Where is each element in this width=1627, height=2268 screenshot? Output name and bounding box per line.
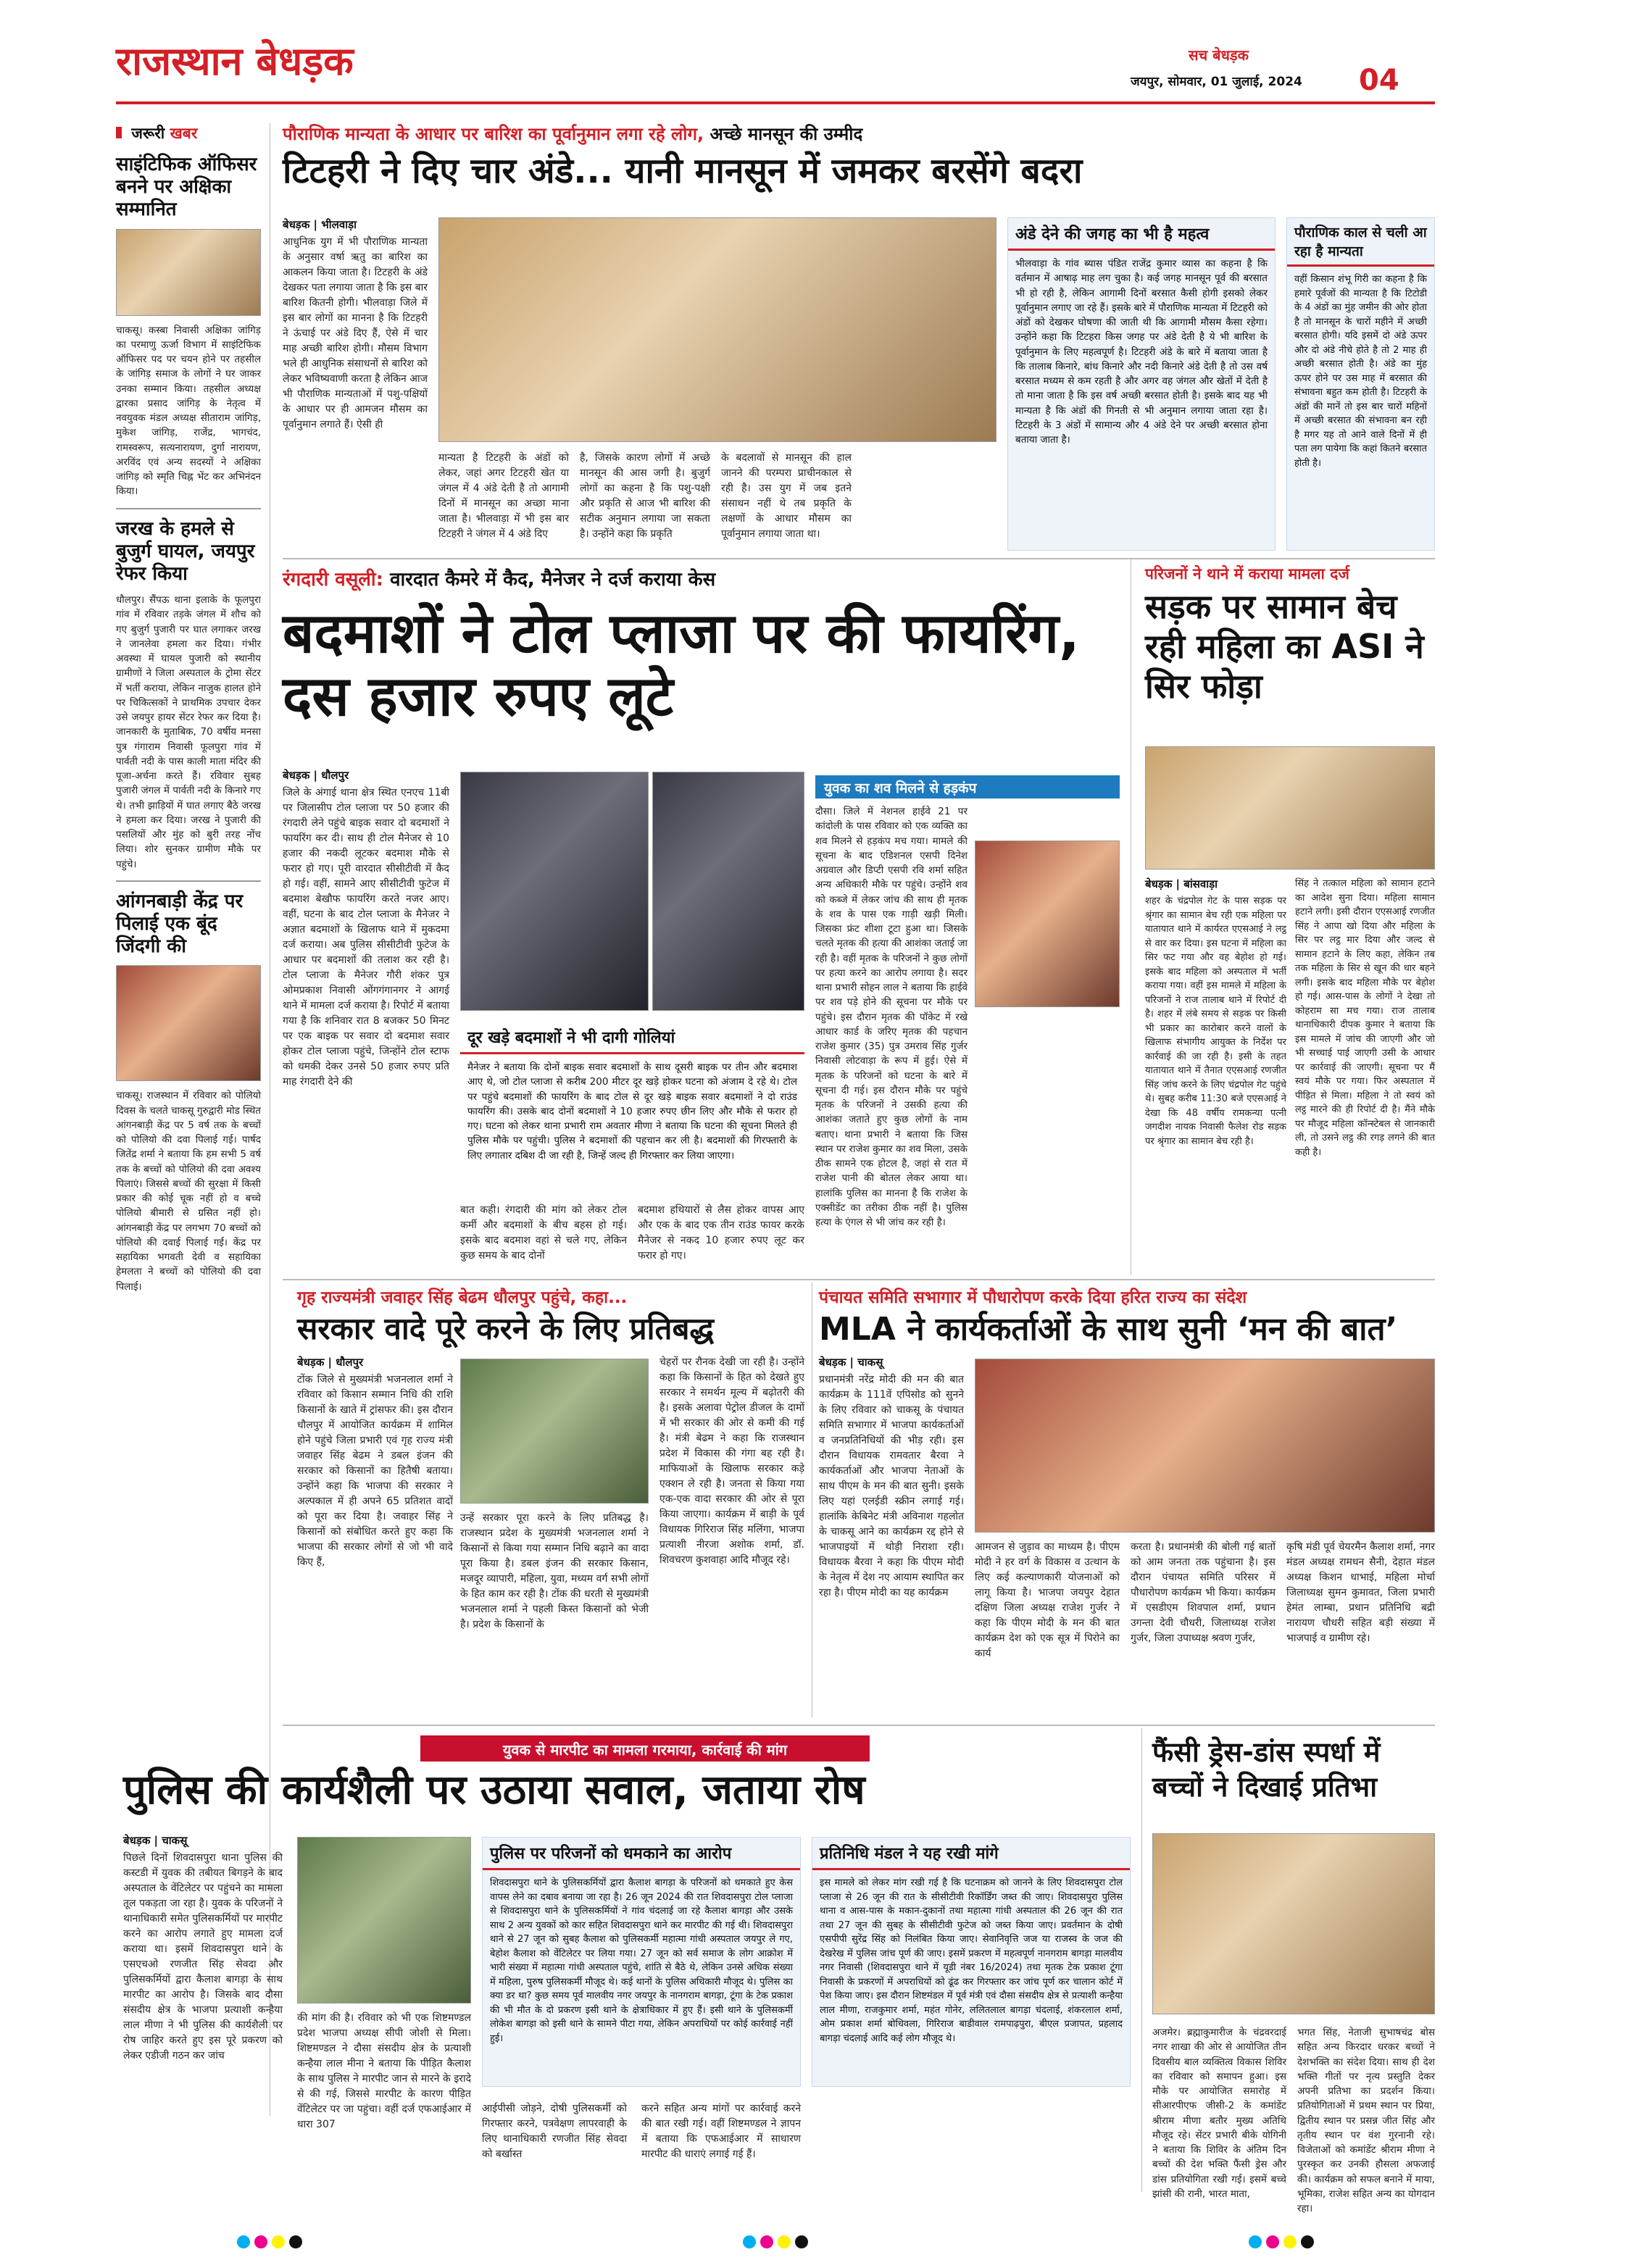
story7-kicker: युवक से मारपीट का मामला गरमाया, कार्रवाई की मांग — [502, 1741, 788, 1759]
story7-photo — [297, 1837, 471, 2004]
page-number: 04 — [1359, 64, 1399, 97]
story6-col2: आमजन से जुड़ाव का माध्यम है। पीएम मोदी ने हर वर्ग के विकास व उत्थान के लिए कई कल्याणकारी योजनाओं को लागू किया है। भाजपा जयपुर देहात दक्षिण जिला अध्यक्ष राजेश गुर्जर ने कहा कि पीएम मोदी के मन की बात कार्यक्रम देश को एक सूत्र में पिरोने का कार्य — [975, 1541, 1120, 1659]
story2-sub-body: मैनेजर ने बताया कि दोनों बाइक सवार बदमाशों के साथ दूसरी बाइक पर तीन और बदमाश आए थे, जो टोल प्लाजा से करीब 200 मीटर दूर खड़े होकर घटना को अंजाम दे रहे थे। टोल पर पहुंचे बदमाशों की फायरिंग के बाद टोल से दूर खड़े बाइक सवार बदमाशों ने दो राउंड फायरिंग की। उसके बाद दोनों बदमाशों ने 10 हजार रुपए छीन लिए और मौके से फरार हो गए। घटना को लेकर थाना प्रभारी राम अवतार मीणा ने बताया कि घटना की सूचना मिलते ही पुलिस मौके पर पहुंची। पुलिस ने बदमाशों की पहचान कर ली है। बदमाशों की गिरफ्तारी के लिए लगातार दबिश दी जा रही है, जिन्हें जल्द ही गिरफ्तार कर लिया जाएगा। — [467, 1062, 797, 1162]
story4-photo — [1145, 746, 1435, 870]
story7-col1: पिछले दिनों शिवदासपुरा थाना पुलिस की कस्टडी में युवक की तबीयत बिगड़ने के बाद अस्पताल के वेंटिलेटर पर पहुंचने का मामला तूल पकड़ता जा रहा है। युवक के परिजनों ने थानाधिकारी समेत पुलिसकर्मियों पर मारपीट करने का आरोप लगाते हुए मामला दर्ज कराया था। इसमें शिवदासपुरा थाने के एसएचओ रणजीत सिंह सेवदा और पुलिसकर्मियों द्वारा कैलाश बागड़ा के साथ मारपीट का आरोप है। जिसके बाद दौसा संसदीय क्षेत्र के भाजपा प्रत्याशी कन्हैया लाल मीणा ने भी पुलिस की कार्यशैली पर रोष जाहिर करते हुए इस पूरे प्रकरण को लेकर एडीजी गठन कर जांच — [123, 1852, 283, 2061]
sidebar-story2-body: धौलपुर। सैंपऊ थाना इलाके के फूलपुरा गांव में रविवार तड़के जंगल में शौच को गए बुजुर्ग पुजारी पर घात लगाकर जरख ने जानलेवा हमला कर दिया। गंभीर अवस्था में घायल पुजारी को स्थानीय ग्रामीणों ने जिला अस्पताल के ट्रोमा सेंटर में भर्ती कराया, लेकिन नाजुक हालत होने पर चिकित्सकों ने प्राथमिक उपचार देकर उसे जयपुर हायर सेंटर रेफर कर दिया है। जानकारी के मुताबिक, 70 वर्षीय मनसा पुत्र गंगाराम निवासी फूलपुरा गांव में पार्वती नदी के पास काली माता मंदिर की पूजा-अर्चना करते हैं। रविवार सुबह पुजारी जंगल में पार्वती नदी के किनारे गए थे। तभी झाड़ियों में घात लगाए बैठे जरख ने हमला कर दिया। जरख ने पुजारी की पसलियों और मुंह को बुरी तरह नोंच लिया। शोर सुनकर ग्रामीण मौके पर पहुंचे। — [116, 594, 261, 870]
story8-headline: फैंसी ड्रेस-डांस स्पर्धा में बच्चों ने दिखाई प्रतिभा — [1152, 1736, 1381, 1803]
story2-headline: बदमाशों ने टोल प्लाजा पर की फायरिंग, दस हजार रुपए लूटे — [283, 601, 1080, 729]
story6-col1: प्रधानमंत्री नरेंद्र मोदी की मन की बात कार्यक्रम के 111वें एपिसोड को सुनने के लिए रविवार को चाकसू के पंचायत समिति सभागार में भाजपा कार्यकर्ताओं व जनप्रतिनिधियों की भीड़ रही। इस दौरान विधायक रामवतार बैरवा ने कार्यकर्ताओं और भाजपा नेताओं के साथ पीएम के मन की बात सुनी। इसके लिए यहां एलईडी स्क्रीन लगाई गई। हालांकि केबिनेट मंत्री अविनाश गहलोत के चाकसू आने का कार्यक्रम रद्द होने से भाजपाइयों में थोड़ी निराशा रही। विधायक बैरवा ने कहा कि पीएम मोदी के नेतृत्व में देश नए आयाम स्थापित कर रहा है। पीएम मोदी का यह कार्यक्रम — [819, 1374, 964, 1598]
story8-col2: भगत सिंह, नेताजी सुभाषचंद्र बोस सहित अन्य किरदार धरकर बच्चों ने देशभक्ति का संदेश दिया। साथ ही देश भक्ति गीतों पर नृत्य प्रस्तुति देकर अपनी प्रतिभा का प्रदर्शन किया। प्रतियोगिताओं में प्रथम स्थान पर प्रिया, द्वितीय स्थान पर प्रसन्न जीत सिंह और तृतीय स्थान पर वंश गुरनानी रहे। विजेताओं को कमांडेंट श्रीराम मीणा ने पुरस्कृत कर उनकी हौसला अफजाई की। कार्यक्रम को सफल बनाने में माया, भूमिका, राजेश सहित अन्य का योगदान रहा। — [1297, 2027, 1435, 2214]
story2-kicker-red: रंगदारी वसूली: — [283, 569, 384, 591]
story6-headline: MLA ने कार्यकर्ताओं के साथ सुनी ‘मन की बात’ — [819, 1311, 1398, 1348]
story4-column-1 — [1145, 877, 1286, 1275]
lead-kicker — [283, 122, 862, 146]
story3-kicker: युवक का शव मिलने से हड़कंप — [824, 780, 977, 796]
story2-byline: बेधड़क | धौलपुर — [283, 769, 349, 782]
story7-box-demands — [812, 1837, 1131, 2087]
lead-box2-title: पौराणिक काल से चली आ रहा है मान्यता — [1287, 218, 1434, 267]
story6-col3: करता है। प्रधानमंत्री की बोली गई बातों को आम जनता तक पहुंचाना है। इस दौरान पंचायत समिति परिसर में पौधारोपण कार्यक्रम भी किया। कार्यक्रम में एसडीएम शिवपाल शर्मा, प्रधान उगन्ता देवी चौधरी, जिलाध्यक्ष राजेश गुर्जर, जिला उपाध्यक्ष श्रवण गुर्जर, — [1131, 1541, 1276, 1644]
lead-col3: है, जिसके कारण लोगों में अच्छे मानसून की आस जगी है। बुजुर्ग लोगों का कहना है कि पशु-पक्षी और प्रकृति से आज भी बारिश की सटीक अनुमान लगाया जा सकता है। उन्होंने कहा कि प्रकृति — [580, 452, 710, 540]
sidebar-story3-title: आंगनबाड़ी केंद्र पर पिलाई एक बूंद जिंदगी की — [116, 890, 244, 958]
story2-cctv-photo-1 — [460, 772, 649, 1011]
story3-kicker-bar — [815, 775, 1120, 799]
story7-column-1 — [123, 1833, 283, 2188]
story5-photo — [460, 1359, 649, 1504]
rule-1 — [283, 558, 1435, 559]
sidebar — [116, 123, 261, 2116]
masthead-date: जयपुर, सोमवार, 01 जुलाई, 2024 — [1131, 75, 1302, 89]
story2-kicker — [283, 565, 715, 591]
sidebar-label — [116, 123, 261, 143]
story5-col1: टोंक जिले से मुख्यमंत्री भजनलाल शर्मा ने रविवार को किसान सम्मान निधि की राशि किसानों के खाते में ट्रांसफर की। इस दौरान धौलपुर में आयोजित कार्यक्रम में शामिल होने पहुंचे जिला प्रभारी एवं गृह राज्य मंत्री जवाहर सिंह बेढम ने डबल इंजन की सरकार को किसानों का हितैषी बताया। उन्होंने कहा कि भाजपा की सरकार ने अल्पकाल में ही अपने 65 प्रतिशत वादों को पूरा कर दिया है। जवाहर सिंह ने किसानों को संबोधित करते हुए कहा कि भाजपा की सरकार लोगों से जो भी वादे किए हैं, — [297, 1374, 453, 1568]
story2-kicker-black: वारदात कैमरे में कैद, मैनेजर ने दर्ज कराया केस — [390, 569, 716, 591]
sidebar-story3-photo — [116, 965, 261, 1081]
story7-col4: करने सहित अन्य मांगों पर कार्रवाई करने की बात रखी गई। वहीं शिष्टमण्डल ने ज्ञापन में बताया कि एफआईआर में साधारण मारपीट की धाराएं लगाई गई हैं। — [641, 2103, 801, 2160]
story7-col3: आईपीसी जोड़ने, दोषी पुलिसकर्मी को गिरफ्तार करने, पत्रवेक्षण लापरवाही के लिए थानाधिकारी रणजीत सिंह सेवदा को बर्खास्त — [482, 2103, 627, 2160]
rule-3 — [283, 1725, 1435, 1726]
story6-col4: कृषि मंडी पूर्व चेयरमैन कैलाश शर्मा, नगर मंडल अध्यक्ष रामधन सैनी, देहात मंडल अध्यक्ष किशन धाभाई, महिला मोर्चा जिलाध्यक्ष सुमन कुमावत, जिला प्रभारी हेमंत लाम्बा, प्रधान प्रतिनिधि बद्री नारायण चौधरी सहित बड़ी संख्या में भाजपाई व ग्रामीण रहे। — [1286, 1541, 1435, 1644]
sidebar-story1-photo — [116, 229, 261, 316]
story7-headline: पुलिस की कार्यशैली पर उठाया सवाल, जताया रोष — [123, 1767, 865, 1814]
story3-body: दौसा। जिले में नेशनल हाईवे 21 पर कांदोली के पास रविवार को एक व्यक्ति का शव मिलने से हड़कंप मच गया। मामले की सूचना के बाद एडिशनल एसपी दिनेश अग्रवाल और डिप्टी एसपी रवि शर्मा सहित अन्य अधिकारी मौके पर पहुंचे। उन्होंने शव को कब्जे में लेकर जांच की साथ ही मृतक के शव के पास एक गाड़ी खड़ी मिली। जिसका फ्रंट शीशा टूटा हुआ था। जिसके चलते मृतक की हत्या की आशंका जताई जा रही है। वहीं मृतक के परिजनों ने कुछ लोगों पर हत्या करने का आरोप लगाया है। सदर थाना प्रभारी सोहन लाल ने बताया कि हाईवे पर शव पड़े होने की सूचना पर मौके पर पहुंचे। इस दौरान मृतक की पॉकेट में रखे आधार कार्ड के जरिए मृतक की पहचान राजेश कुमार (35) पुत्र उमराव सिंह गुर्जर निवासी लोटवाड़ा के रूप में हुई। ऐसे में मृतक के परिजनों को घटना के बारे में सूचना दी गई। इस दौरान मौके पर पहुंचे मृतक के परिजनों ने उसकी हत्या की आशंका जताते हुए कुछ लोगों के नाम बताए। थाना प्रभारी ने बताया कि जिस स्थान पर राजेश कुमार का शव मिला, उसके ठीक सामने एक होटल है, जहां से रात में राजेश पानी की बोतल लेकर आया था। हालांकि पुलिस का मानना है कि राजेश के एक्सीडेंट का तरीका ठीक नहीं है। पुलिस हत्या के एंगल से भी जांच कर रही है। — [815, 806, 968, 1228]
story7-kicker-banner — [420, 1735, 870, 1762]
sidebar-label-red: जरूरी — [131, 125, 165, 142]
sidebar-story1-title: साइंटिफिक ऑफिसर बनने पर अक्षिका सम्मानित — [116, 154, 257, 221]
story2-col3: बदमाश हथियारों से लैस होकर वापस आए और एक के बाद एक तीन राउंड फायर करके मैनेजर से नकद 10 हजार रुपए लूट कर फरार हो गए। — [638, 1204, 804, 1262]
story5-kicker: गृह राज्यमंत्री जवाहर सिंह बेढम धौलपुर पहुंचे, कहा... — [297, 1288, 628, 1307]
story7-box2-title: प्रतिनिधि मंडल ने यह रखी मांगे — [812, 1838, 1130, 1870]
story4-byline: बेधड़क | बांसवाड़ा — [1145, 877, 1218, 891]
story6-byline: बेधड़क | चाकसू — [819, 1356, 883, 1369]
masthead-tagline: सच बेधड़क — [1189, 46, 1249, 64]
lead-headline: टिटहरी ने दिए चार अंडे... यानी मानसून में जमकर बरसेंगे बदरा — [283, 151, 1083, 191]
story2-sub-title: दूर खड़े बदमाशों ने भी दागी गोलियां — [460, 1022, 804, 1054]
lead-box-egg-place — [1007, 217, 1276, 551]
masthead-title: राजस्थान बेधड़क — [116, 38, 354, 84]
story2-col2: बात कही। रंगदारी की मांग को लेकर टोल कर्मी और बदमाशों के बीच बहस हो गई। इसके बाद बदमाश वहां से चले गए, लेकिन कुछ समय के बाद दोनों — [460, 1204, 627, 1262]
story7-box2-body: इस मामले को लेकर मांग रखी गई है कि घटनाक्रम को जानने के लिए शिवदासपुरा टोल प्लाजा से 26 जून की रात के सीसीटीवी रिकॉर्डिंग जब्त की जाए। शिवदासपुरा पुलिस थाना व आस-पास के मकान-दुकानों तथा महात्मा गांधी अस्पताल की 26 जून की रात तथा 27 जून की सुबह के सीसीटीवी फुटेज को जब्त किया जाए। प्रवर्तमान के दोषी एसपीपी सुरेंद्र सिंह को निलंबित किया जाए। सेवानिवृत्ति जज या राजस्व के जज की देखरेख में पुलिस जांच पूर्ण की जाए। इसमें प्रकरण में महत्वपूर्ण नानगराम बागड़ा मालवीय नगर निवासी (शिवदासपुरा थाने में यूडी नंबर 16/2024) तथा मृतक टेक प्रकाश टूंगा निवासी के प्रकरणों में अपराधियों को ढूंढ कर गिरफ्तार कर जांच पूर्ण कर चालान कोर्ट में पेश किया जाए। इस दौरान शिष्टमंडल में पूर्व मंत्री एवं दौसा संसदीय क्षेत्र से प्रत्याशी कन्हैया लाल मीणा, राजकुमार शर्मा, महंत गोनेर, ललितलाल बागड़ा चंदलाई, शंकरलाल शर्मा, ओम प्रकाश शर्मा बोधिवला, गिरिराज बाडीवाल रामपाढ़पुरा, बीएल प्रजापत, प्रहलाद बागड़ा चंदलाई आदि कई लोग मौजूद थे। — [820, 1877, 1123, 2044]
story8-col1: अजमेर। ब्रह्माकुमारीज के चंद्रवरदाई नगर शाखा की ओर से आयोजित तीन दिवसीय बाल व्यक्तित्व विकास शिविर का रविवार को समापन हुआ। इस मौके पर आयोजित समारोह में सीआरपीएफ जीसी-2 के कमांडेंट श्रीराम मीणा बतौर मुख्य अतिथि मौजूद रहे। सेंटर प्रभारी बीके योगिनी ने बताया कि शिविर के अंतिम दिन बच्चों की देश भक्ति फैंसी ड्रेस और डांस प्रतियोगिता रखी गई। इसमें बच्चे झांसी की रानी, भारत माता, — [1152, 2027, 1286, 2200]
story2-column-1 — [283, 768, 449, 1268]
story5-col2: उन्हें सरकार पूरा करने के लिए प्रतिबद्ध है। राजस्थान प्रदेश के मुख्यमंत्री भजनलाल शर्मा ने किसानों से किया गया सम्मान निधि बढ़ाने का वादा पूरा किया है। डबल इंजन की सरकार किसान, मजदूर व्यापारी, महिला, युवा, मध्यम वर्ग सभी लोगों के हित काम कर रही है। टोंक की धरती से मुख्यमंत्री भजनलाल शर्मा ने पहली किस्त किसानों को भेजी है। प्रदेश के किसानों के — [460, 1512, 649, 1630]
sidebar-story3-body: चाकसू। राजस्थान में रविवार को पोलियो दिवस के चलते चाकसू गुरुद्वारी मोड स्थित आंगनबाड़ी केंद्र पर 5 वर्ष तक के बच्चों को पोलियो की दवा पिलाई गई। पार्षद जितेंद्र शर्मा ने बताया कि हम सभी 5 वर्ष तक के बच्चों को पोलियो की दवा अवश्य पिलाएं। जिससे बच्चों की सुरक्षा में किसी प्रकार की कोई चूक नहीं हो व बच्चे पोलियो बीमारी से ग्रसित नहीं हो। आंगनबाड़ी केंद्र पर लगभग 70 बच्चों को पोलियो की दवाई पिलाई गई। केंद्र पर सहायिका भगवती देवी व सहायिका हेमलता ने बच्चों को पोलियो की दवा पिलाई। — [116, 1090, 261, 1293]
story7-col2: की मांग की है। रविवार को भी एक शिष्टमण्डल प्रदेश भाजपा अध्यक्ष सीपी जोशी से मिला। शिष्टमण्डल ने दौसा संसदीय क्षेत्र के प्रत्याशी कन्हैया लाल मीना ने बताया कि पीड़ित कैलाश के साथ पुलिस ने मारपीट जान से मारने के इरादे से की गई, जिससे मारपीट के कारण पीड़ित वेंटिलेटर पर जा पहुंचा। वहीं दर्ज एफआईआर में धारा 307 — [297, 2012, 471, 2130]
story7-box-threat — [482, 1837, 801, 2087]
story5-headline: सरकार वादे पूरे करने के लिए प्रतिबद्ध — [297, 1311, 715, 1346]
story8-photo — [1152, 1833, 1435, 2014]
story4-col2: सिंह ने तत्काल महिला को सामान हटाने का आदेश सुना दिया। महिला सामान हटाने लगी। इसी दौरान एएसआई रणजीत सिंह ने आपा खो दिया और महिला के सिर पर लट्ठ मार दिया और जल्द से सामान हटाने के लिए कहा, लेकिन तब तक महिला के सिर से खून की धार बहने लगी। इसके बाद महिला मौके पर बेहोश हो गई। आस-पास के लोगों ने देखा तो कोहराम सा मच गया। राज तालाब थानाधिकारी दीपक कुमार ने बताया कि इस मामले में जांच की जाएगी और जो भी सच्चाई पाई जाएगी उसी के आधार पर कार्रवाई की जाएगी। सूचना पर मैं स्वयं मौके पर गया। फिर अस्पताल में पीड़ित से मिला। महिला ने तो स्वयं को लट्ठ मारने की ही रिपोर्ट दी है। मैंने मौके पर मौजूद महिला कॉन्स्टेबल से जानकारी ली, तो उसने लट्ठ की रगड़ लगने की बात कही है। — [1295, 878, 1435, 1158]
story4-headline: सड़क पर सामान बेच रही महिला का ASI ने सिर फोड़ा — [1145, 587, 1424, 706]
story2-col1: जिले के अंगाई थाना क्षेत्र स्थित एनएच 11बी पर जिलासीप टोल प्लाजा पर 50 हजार की रंगदारी लेने पहुंचे बाइक सवार दो बदमाशों ने फायरिंग कर दी। साथ ही टोल मैनेजर से 10 हजार की नकदी लूटकर बदमाश मौके से फरार हो गए। पूरी वारदात सीसीटीवी में कैद हो गई। वहीं, सामने आए सीसीटीवी फुटेज में बदमाश बेखौफ फायरिंग करते नजर आए। वहीं, घटना के बाद टोल प्लाजा के मैनेजर ने अज्ञात बदमाशों के खिलाफ थाने में मुकदमा दर्ज कराया। अब पुलिस सीसीटीवी फुटेज के आधार पर बदमाशों की तलाश कर रही है। टोल प्लाजा के मैनेजर गौरी शंकर पुत्र ओमप्रकाश निवासी ओंगगंगानगर ने आगई थाने में मामला दर्ज कराया है। रिपोर्ट में बताया गया है कि शनिवार रात 8 बजकर 50 मिनट पर एक बाइक पर सवार दो बदमाश सवार होकर टोल प्लाजा पहुंचे, जिन्होंने टोल स्टाफ को धमकी देकर उनसे 50 हजार रुपए प्रति माह रंगदारी देने की — [283, 787, 449, 1088]
story6-kicker: पंचायत समिति सभागार में पौधारोपण करके दिया हरित राज्य का संदेश — [819, 1288, 1247, 1307]
sidebar-label-black: खबर — [170, 125, 198, 142]
story6-photo — [975, 1359, 1435, 1533]
lead-kicker-black: अच्छे मानसून की उम्मीद — [710, 124, 863, 144]
sidebar-story1-body: चाकसू। कस्बा निवासी अक्षिका जांगिड़ का परमाणु ऊर्जा विभाग में साइंटिफिक ऑफिसर पद पर चयन होने पर तहसील के जांगिड़ समाज के लोगों ने घर जाकर उनका सम्मान किया। तहसील अध्यक्ष द्वारका प्रसाद जांगिड़ के नेतृत्व में नवयुवक मंडल अध्यक्ष सीताराम जांगिड़, मुकेश जांगिड़, राजेंद्र, भागचंद, रामस्वरूप, सत्यनारायण, दुर्गा नारायण, अरविंद एवं अन्य सदस्यों ने अक्षिका जांगिड़ को स्मृति चिह्न भेंट कर अभिनंदन किया। — [116, 324, 261, 498]
masthead-rule — [116, 101, 1435, 104]
story4-col1: शहर के चंद्रपोल गेट के पास सड़क पर श्रृंगार का सामान बेच रही एक महिला पर यातायात थाने में कार्यरत एएसआई ने लट्ठ से वार कर दिया। इस घटना में महिला का सिर फट गया और वह बेहोश हो गई। इसके बाद महिला को अस्पताल में भर्ती कराया गया। वहीं इस मामले में महिला के परिजनों ने राज तालाब थाने में रिपोर्ट दी है। शहर में लंबे समय से सड़क पर किसी भी प्रकार का कारोबार करने वालों के खिलाफ संभागीय आयुक्त के निर्देश पर कार्रवाई की जा रही है। इसी के तहत यातायात थाने में तैनात एएसआई रणजीत सिंह जांच करने के लिए चंद्रपोल गेट पहुंचे थे। सुबह करीब 11:30 बजे एएसआई ने देखा कि 48 वर्षीय रामकन्या पत्नी जगदीश नायक निवासी फैलेश रोड सड़क पर श्रृंगार का सामान बेच रही है। — [1145, 896, 1286, 1147]
lead-box1-body: भीलवाड़ा के गांव ब्यास पंडित राजेंद्र कुमार व्यास का कहना है कि वर्तमान में आषाढ़ माह लग चुका है। कई जगह मानसून पूर्व की बरसात भी हो रही है, लेकिन आगामी दिनों बरसात कैसी होगी इसको लेकर पूर्वानुमान लगाए जा रहे हैं। इसके बारे में पौराणिक मान्यता में टिटहरी को अंडों को देखकर घोषणा की जाती थी कि आगामी मौसम कैसा रहेगा। उन्होंने कहा कि टिटहरा किस जगह पर अंडे देती है ये भी बारिश के पूर्वानुमान के लिए महत्वपूर्ण है। टिटहरी अंडे के बारे में बताया जाता है कि तालाब किनारे, बांध किनारे और नदी किनारे अंडे देती है तो उस वर्ष बरसात मध्यम से कम रहती है और अगर वह जंगल और खेतों में देती है तो माना जाता है कि इस वर्ष अच्छी बरसात होती है। इसके बाद यह भी मान्यता है कि अंडों की गिनती से भी अनुमान लगाया जाता रहा है। टिटहरी के 3 अंडों में सामान्य और 4 अंडे देने पर अच्छी बरसात होना बताया जाता है। — [1015, 258, 1268, 446]
lead-kicker-red: पौराणिक मान्यता के आधार पर बारिश का पूर्वानुमान लगा रहे लोग, — [283, 124, 704, 144]
story7-box1-body: शिवदासपुरा थाने के पुलिसकर्मियों द्वारा कैलाश बागड़ा के परिजनों को धमकाते हुए केस वापस लेने का दबाव बनाया जा रहा है। 26 जून 2024 की रात शिवदासपुरा टोल प्लाजा से शिवदासपुरा थाने के पुलिसकर्मियों ने गांव चंदलाई जा रहे कैलाश बागड़ा और उसके साथ 2 अन्य युवकों को कार सहित शिवदासपुरा थाने कर मारपीट की गई थी। शिवदासपुरा थाने से 27 जून को सुबह कैलाश को पुलिसकर्मी महात्मा गांधी अस्पताल जयपुर ले गए, बेहोश कैलाश को वेंटिलेटर पर लिया गया। 27 जून को सर्व समाज के लोग आक्रोश में भारी संख्या में महात्मा गांधी अस्पताल पहुंचे, शांति से बैठे थे, लेकिन उनसे अधिक संख्या में महिला, पुरुष पुलिसकर्मी मौजूद थे। कई थानों के पुलिस अधिकारी मौजूद थे। पुलिस का क्या डर था? कुछ समय पूर्व मालवीय नगर जयपुर के नानगराम बागड़ा, टूंगा के टेक प्रकाश की भी मौत के दो प्रकरण इसी थाने के क्षेत्राधिकार में हुए हैं। इसी थाने के पुलिसकर्मी लोकेश बागड़ा को इसी थाने के सामने पीटा गया, लेकिन अपराधियों पर कोई कार्रवाई नहीं हुई। — [490, 1877, 793, 2044]
story5-column-1 — [297, 1355, 453, 1717]
lead-byline: बेधड़क | भीलवाड़ा — [283, 218, 357, 231]
story5-col3: चेहरों पर रौनक देखी जा रही है। उन्होंने कहा कि किसानों के हित को देखते हुए सरकार ने समर्थन मूल्य में बढ़ोतरी की है। इसके अलावा पेट्रोल डीजल के दामों में भी सरकार की ओर से कमी की गई है। मंत्री बेढम ने कहा कि राजस्थान प्रदेश में विकास की गंगा बह रही है। माफियाओं के खिलाफ सरकार कड़े एक्शन ले रही है। जनता से किया गया एक-एक वादा सरकार की ओर से पूरा किया जाएगा। कार्यक्रम में बाड़ी के पूर्व विधायक गिरिराज सिंह मलिंगा, भाजपा प्रत्याशी नीरजा अशोक शर्मा, डॉ. शिवचरण कुशवाहा आदि मौजूद रहे। — [659, 1356, 804, 1566]
footer-color-marks — [116, 2235, 1435, 2253]
story4-kicker: परिजनों ने थाने में कराया मामला दर्ज — [1145, 565, 1349, 583]
lead-col4: के बदलावों से मानसून की हाल जानने की परम्परा प्राचीनकाल से रही है। उस युग में जब इतने संसाधन नहीं थे तब प्रकृति के लक्षणों के आधार मौसम का पूर्वानुमान लगाया जाता था। — [721, 452, 852, 540]
lead-photo-titahari — [438, 217, 996, 442]
story2-cctv-photo-2 — [652, 772, 804, 1011]
lead-column-1 — [283, 217, 428, 551]
lead-col2: मान्यता है टिटहरी के अंडों को लेकर, जहां अगर टिटहरी खेत या जंगल में 4 अंडे देती है तो आगामी दिनों में मानसून का अच्छा माना जाता है। भीलवाड़ा में भी इस बार टिटहरी ने जंगल में 4 अंडे दिए — [438, 452, 569, 540]
story2-subbox — [460, 1022, 804, 1196]
lead-box2-body: वहीं किसान शंभू गिरी का कहना है कि हमारे पूर्वजों की मान्यता है कि टिटोडी के 4 अंडों का मुंह जमीन की ओर होता है तो मानसून के चारों महीने में अच्छी बरसात होगी। यदि इसमें दो अंडे ऊपर और दो अंडे नीचे होते है तो 2 माह ही अच्छी बरसात होती है। अंडे का मुंह ऊपर होने पर उस माह में बरसात की संभावना बहुत कम होती है। टिटहरी के अंडों की मानें तो इस बार चारों महिनों में अच्छी बरसात की संभावना बन रही है मगर यह तो आने वाले दिनों में ही पता लग पायेगा कि कहां कितने बरसात होती है। — [1294, 274, 1427, 469]
story7-byline: बेधड़क | चाकसू — [123, 1834, 188, 1847]
story7-box1-title: पुलिस पर परिजनों को धमकाने का आरोप — [483, 1838, 800, 1870]
lead-col1: आधुनिक युग में भी पौराणिक मान्यता के अनुसार वर्षा ऋतु का बारिश का आकलन किया जाता है। टिटहरी के अंडे देखकर पता लगाया जाता है कि इस बार बारिश कितनी होगी। भीलवाड़ा जिले में इस बार लोगों का मानना है कि टिटहरी ने ऊंचाई पर अंडे दिए हैं, ऐसे में चार माह अच्छी बारिश होगी। मौसम विभाग भले ही आधुनिक संसाधनों से बारिश को लेकर भविष्यवाणी करता है लेकिन आज भी पौराणिक मान्यताओं में पशु-पक्षियों के आधार पर ही आमजन मौसम का पूर्वानुमान लगाते हैं। ऐसी ही — [283, 236, 428, 430]
story6-column-1 — [819, 1355, 964, 1717]
lead-box1-title: अंडे देने की जगह का भी है महत्व — [1008, 218, 1275, 251]
sidebar-story2-title: जरख के हमले से बुजुर्ग घायल, जयपुर रेफर किया — [116, 517, 255, 585]
rule-story7 — [1141, 1728, 1142, 2192]
lead-box-belief — [1286, 217, 1435, 551]
rule-2 — [283, 1279, 1435, 1280]
story5-byline: बेधड़क | धौलपुर — [297, 1356, 364, 1369]
